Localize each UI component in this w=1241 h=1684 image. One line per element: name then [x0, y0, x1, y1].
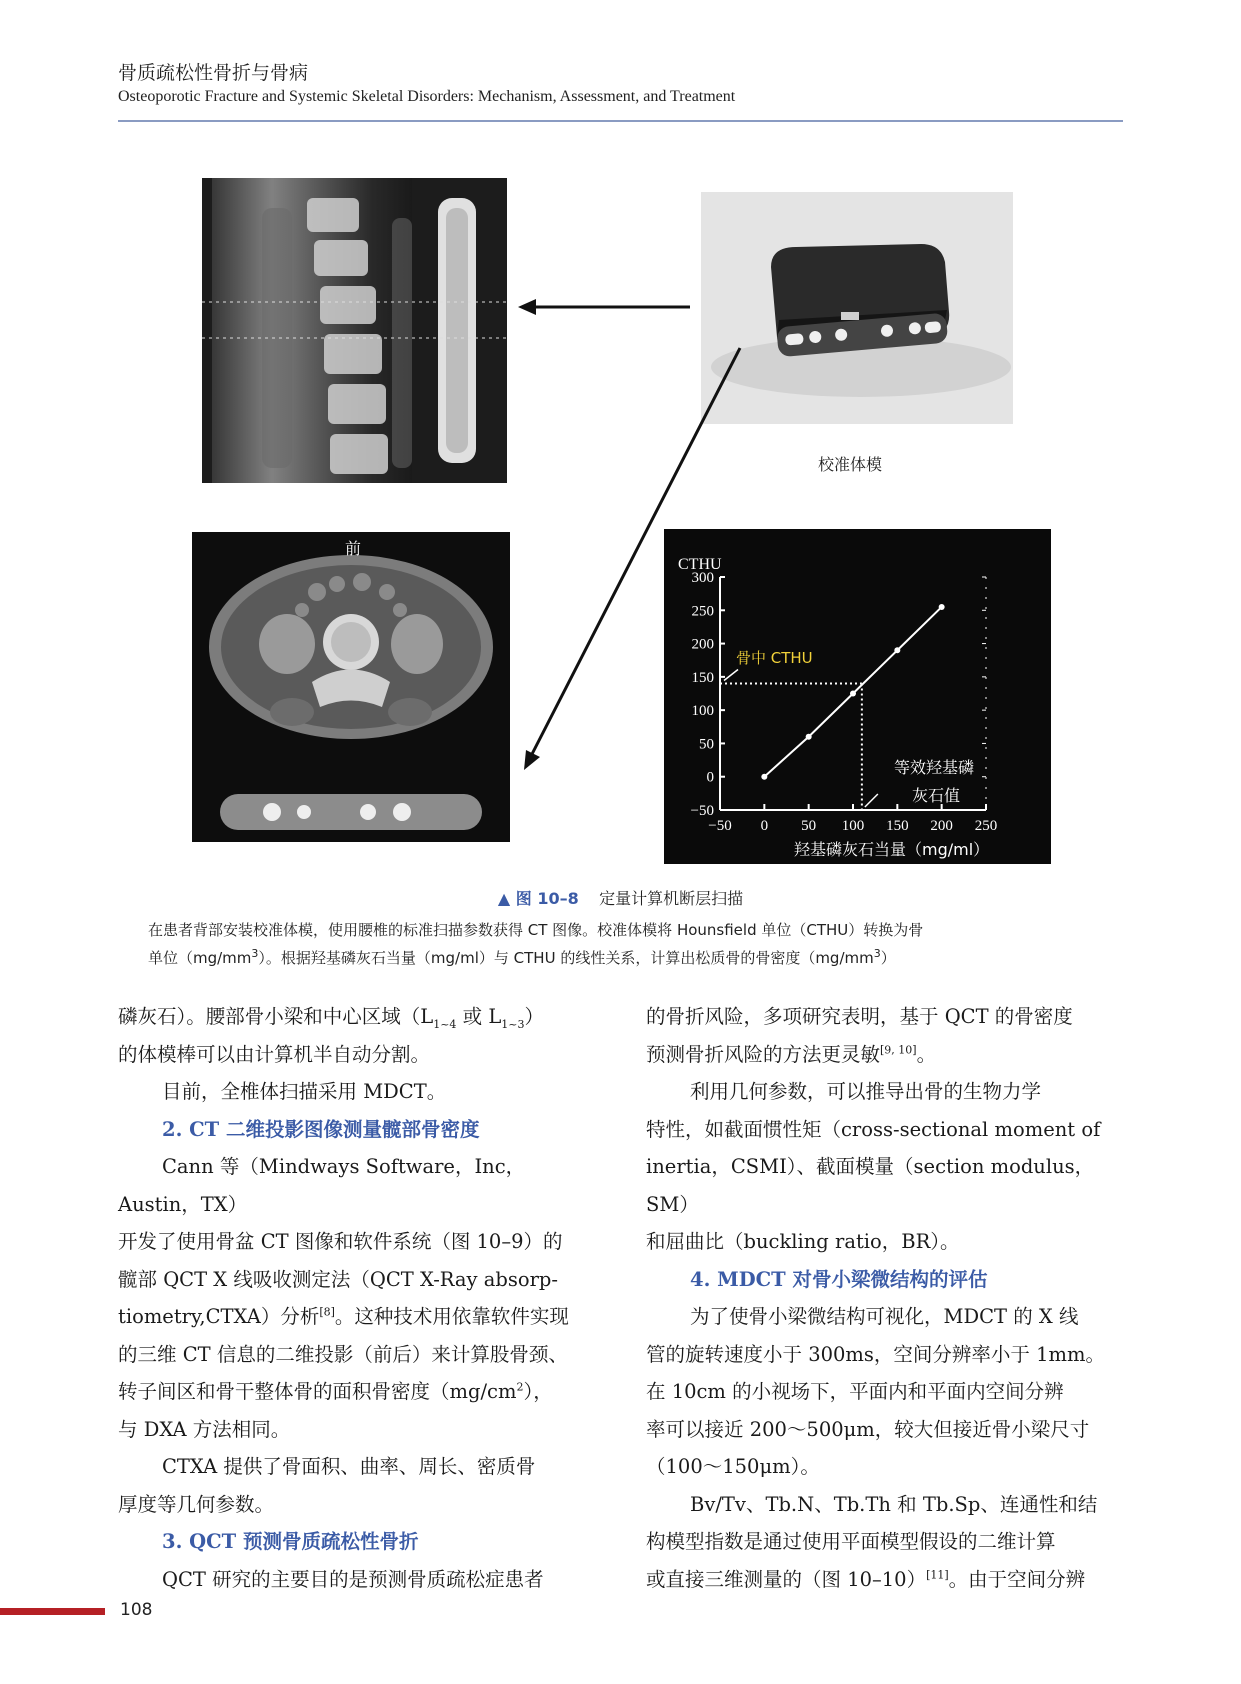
para: QCT 研究的主要目的是预测骨质疏松症患者: [162, 1567, 544, 1591]
data-point: [761, 774, 767, 780]
y-tick-label: 200: [691, 636, 714, 653]
x-tick-label: 100: [841, 818, 865, 834]
equiv-pointer: [865, 794, 878, 807]
running-header-en: Osteoporotic Fracture and Systemic Skeletal Disorders: Mechanism, Assessment, and Treatment: [118, 88, 736, 105]
annotation-bone-cthu: 骨中 CTHU: [736, 649, 813, 667]
y-tick-label: 150: [691, 669, 714, 686]
para: 厚度等几何参数。: [118, 1492, 275, 1516]
para: Bv/Tv、Tb.N、Tb.Th 和 Tb.Sp、连通性和结: [690, 1492, 1098, 1516]
para: 管的旋转速度小于 300ms，空间分辨率小于 1mm。: [646, 1342, 1106, 1366]
caption-line-1: 在患者背部安装校准体模，使用腰椎的标准扫描参数获得 CT 图像。校准体模将 Hounsfield 单位（CTHU）转换为骨: [148, 921, 924, 939]
phantom-label: 校准体模: [818, 455, 883, 474]
footer-bar: [0, 1608, 105, 1615]
para: 的三维 CT 信息的二维投影（前后）来计算股骨颈、: [118, 1342, 568, 1366]
data-point: [806, 734, 812, 740]
x-axis-label: 羟基磷灰石当量（mg/ml）: [794, 840, 990, 859]
x-tick-label: −50: [708, 818, 732, 834]
x-tick-label: 50: [801, 818, 817, 834]
para: 利用几何参数，可以推导出骨的生物力学: [690, 1080, 1042, 1103]
para: （100～150μm）。: [646, 1455, 820, 1478]
para: Cann 等（Mindways Software，Inc，Austin，TX）: [118, 1155, 526, 1216]
para: 和屈曲比（buckling ratio，BR）。: [646, 1230, 960, 1253]
annotation-equiv-2: 灰石值: [912, 786, 961, 805]
para: inertia，CSMI）、截面模量（section modulus，SM）: [646, 1155, 1095, 1216]
y-tick-label: −50: [690, 803, 714, 819]
annotation-equiv-1: 等效羟基磷: [894, 758, 975, 777]
para: 的骨折风险，多项研究表明，基于 QCT 的骨密度: [646, 1005, 1073, 1028]
para: CTXA 提供了骨面积、曲率、周长、密质骨: [162, 1455, 536, 1478]
para: 磷灰石）。腰部骨小梁和中心区域（$L_{1\sim 4}$ 或 $L_{1\sim 3}$）: [118, 1005, 545, 1031]
caption-line-2: 单位$(mg/mm^3)$。根据羟基磷灰石当量（mg/ml）与 CTHU 的线性关系，计算出松质骨的骨密度$(mg/mm^3)$: [148, 947, 896, 967]
para: 在 10cm 的小视场下，平面内和平面内空间分辨: [646, 1380, 1064, 1403]
figure-caption-title: [0, 886, 1241, 909]
para: 为了使骨小梁微结构可视化，MDCT 的 X 线: [690, 1305, 1079, 1328]
y-tick-label: 100: [691, 703, 714, 720]
calibration-chart: [664, 529, 1051, 864]
bone-pointer: [724, 670, 738, 681]
x-tick-labels: [708, 818, 997, 834]
x-tick-label: 250: [974, 818, 998, 834]
section-heading-3: 3. QCT 预测骨质疏松性骨折: [162, 1530, 419, 1553]
y-tick-label: 0: [706, 769, 714, 786]
para: 或直接三维测量的（图 10–10）[11]。由于空间分辨: [646, 1567, 1086, 1591]
figure-caption-body: [148, 916, 1098, 972]
para: 目前，全椎体扫描采用 MDCT。: [162, 1080, 447, 1103]
figure-number: ▲ 图 10–8: [497, 889, 579, 908]
x-tick-label: 200: [930, 818, 953, 834]
y-axis-label: CTHU: [678, 556, 722, 573]
section-heading-2: 2. CT 二维投影图像测量髋部骨密度: [162, 1117, 480, 1141]
anterior-label: 前: [345, 539, 362, 558]
section-heading-4: 4. MDCT 对骨小梁微结构的评估: [690, 1267, 988, 1291]
para: 转子间区和骨干整体骨的面积骨密度$(mg/cm^2)$，: [118, 1380, 553, 1403]
para: 特性，如截面惯性矩（cross-sectional moment of: [646, 1117, 1101, 1141]
y-tick-labels: [691, 570, 714, 819]
chart-lines: [720, 607, 942, 810]
page-number: 108: [120, 1600, 153, 1620]
para: 预测骨折风险的方法更灵敏[9, 10]。: [646, 1042, 937, 1066]
para: 构模型指数是通过使用平面模型假设的二维计算: [646, 1530, 1056, 1553]
para: 开发了使用骨盆 CT 图像和软件系统（图 10–9）的: [118, 1230, 563, 1253]
running-header-cn: 骨质疏松性骨折与骨病: [118, 62, 309, 84]
right-column: [646, 998, 1126, 1598]
x-tick-label: 0: [760, 818, 769, 834]
para: 髋部 QCT X 线吸收测定法（QCT X-Ray absorp-: [118, 1267, 558, 1291]
para: 与 DXA 方法相同。: [118, 1417, 291, 1441]
data-point: [894, 647, 900, 653]
data-point: [850, 691, 856, 697]
figure-title: 定量计算机断层扫描: [599, 889, 744, 908]
y-tick-label: 250: [691, 603, 714, 620]
chart-svg: [664, 529, 1051, 864]
x-tick-label: 150: [886, 818, 909, 834]
y-tick-label: 300: [691, 570, 714, 586]
left-column: [118, 998, 598, 1598]
data-point: [939, 604, 945, 610]
para: 率可以接近 200～500μm，较大但接近骨小梁尺寸: [646, 1417, 1090, 1441]
para: 的体模棒可以由计算机半自动分割。: [118, 1042, 431, 1066]
para: tiometry,CTXA）分析[8]。这种技术用依靠软件实现: [118, 1305, 569, 1328]
y-tick-label: 50: [699, 736, 714, 753]
